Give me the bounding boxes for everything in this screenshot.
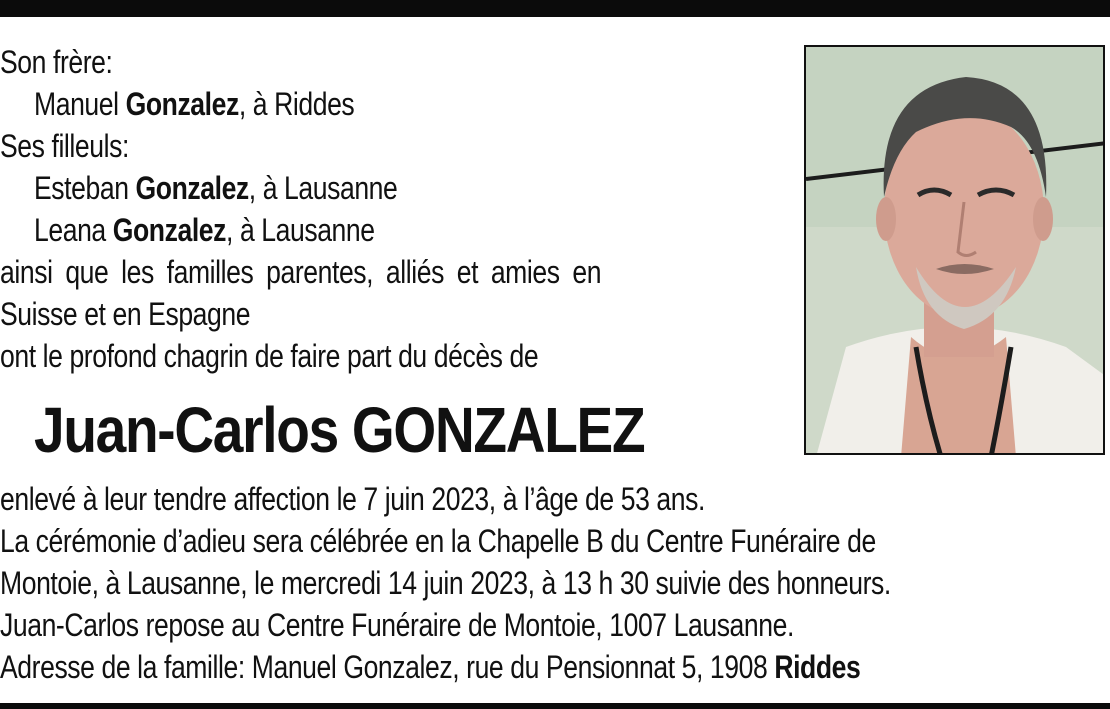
bottom-rule xyxy=(0,703,1110,709)
families-line-1: ainsi que les familles parentes, alliés et amies en xyxy=(0,254,602,290)
body-line-5: Adresse de la famille: Manuel Gonzalez, rue du Pensionnat 5, 1908 Riddes xyxy=(0,649,861,685)
body-line-3: Montoie, à Lausanne, le mercredi 14 juin 2023, à 13 h 30 suivie des honneurs. xyxy=(0,565,891,601)
sorrow-line: ont le profond chagrin de faire part du décès de xyxy=(0,338,539,374)
godchild-entry-1: Esteban Gonzalez, à Lausanne xyxy=(34,170,398,206)
godchild-entry-2: Leana Gonzalez, à Lausanne xyxy=(34,212,375,248)
brother-entry: Manuel Gonzalez, à Riddes xyxy=(34,86,355,122)
brother-heading: Son frère: xyxy=(0,44,113,80)
portrait-photo xyxy=(804,45,1105,455)
body-line-4: Juan-Carlos repose au Centre Funéraire de Montoie, 1007 Lausanne. xyxy=(0,607,794,643)
deceased-name: Juan-Carlos GONZALEZ xyxy=(34,394,645,466)
godchildren-heading: Ses filleuls: xyxy=(0,128,129,164)
body-line-1: enlevé à leur tendre affection le 7 juin 2023, à l’âge de 53 ans. xyxy=(0,481,705,517)
families-line-2: Suisse et en Espagne xyxy=(0,296,251,332)
top-rule xyxy=(0,0,1110,17)
portrait-icon xyxy=(806,47,1105,455)
body-line-2: La cérémonie d’adieu sera célébrée en la Chapelle B du Centre Funéraire de xyxy=(0,523,876,559)
